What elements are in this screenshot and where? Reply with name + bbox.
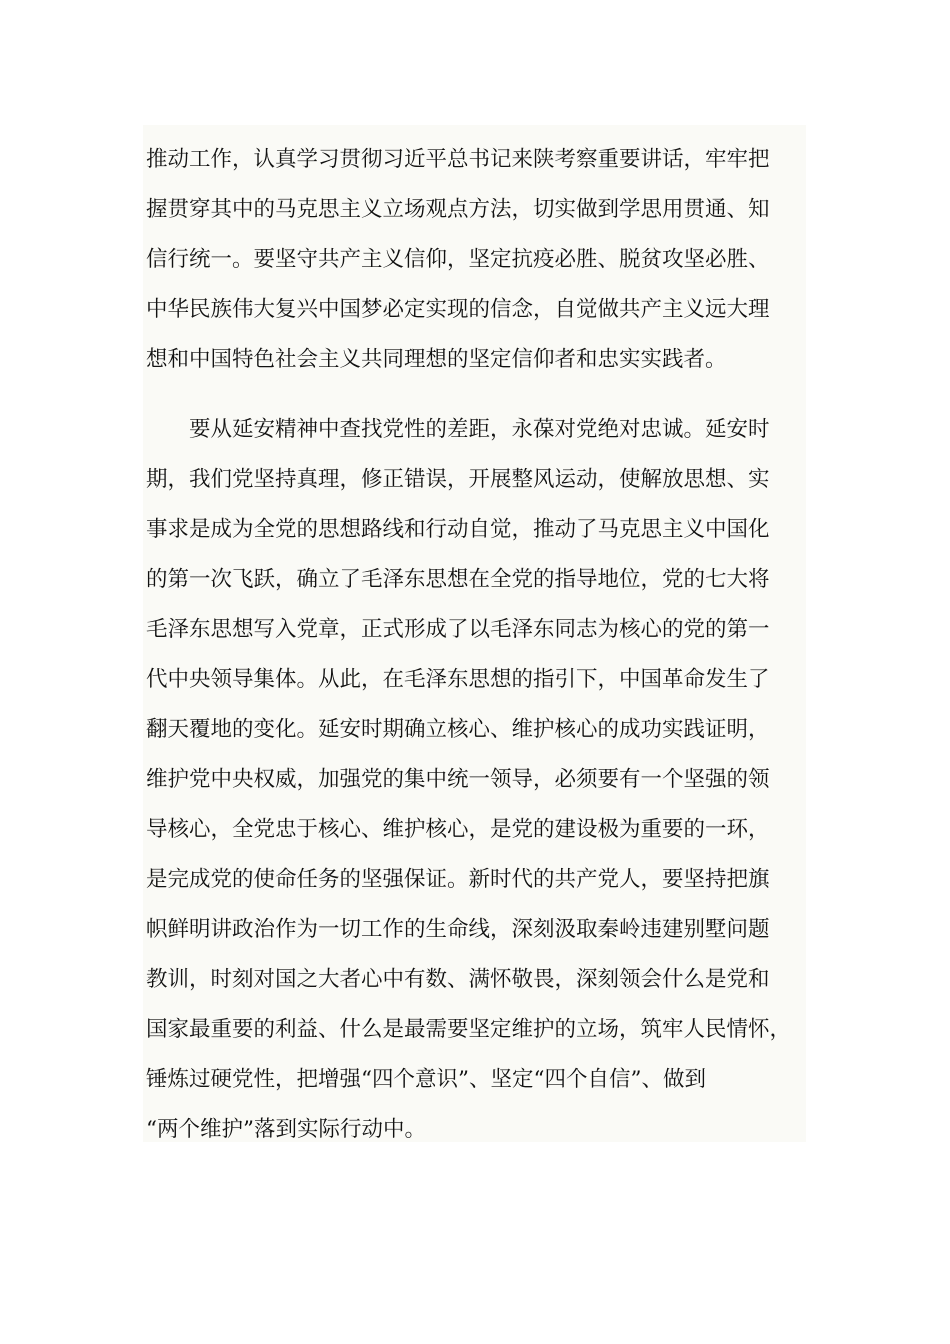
text-line: 推动工作，认真学习贯彻习近平总书记来陕考察重要讲话，牢牢把 (146, 147, 770, 172)
text-line: 要从延安精神中查找党性的差距，永葆对党绝对忠诚。延安时 (146, 417, 770, 442)
text-line: 事求是成为全党的思想路线和行动自觉，推动了马克思主义中国化 (146, 517, 770, 542)
text-line: 代中央领导集体。从此，在毛泽东思想的指引下，中国革命发生了 (146, 667, 770, 692)
text-line: 帜鲜明讲政治作为一切工作的生命线，深刻汲取秦岭违建别墅问题 (146, 917, 770, 942)
text-line: 是完成党的使命任务的坚强保证。新时代的共产党人，要坚持把旗 (146, 867, 770, 892)
paragraph-2 (143, 405, 806, 1155)
text-line: 翻天覆地的变化。延安时期确立核心、维护核心的成功实践证明， (146, 717, 770, 742)
text-line: 维护党中央权威，加强党的集中统一领导，必须要有一个坚强的领 (146, 767, 770, 792)
text-line: 毛泽东思想写入党章，正式形成了以毛泽东同志为核心的党的第一 (146, 617, 770, 642)
paragraph-1 (143, 135, 806, 385)
text-line: 期，我们党坚持真理，修正错误，开展整风运动，使解放思想、实 (146, 467, 770, 492)
text-line: 教训，时刻对国之大者心中有数、满怀敬畏，深刻领会什么是党和 (146, 967, 770, 992)
document-text-block (143, 125, 806, 1142)
text-line: 导核心，全党忠于核心、维护核心，是党的建设极为重要的一环， (146, 817, 770, 842)
text-line: 国家最重要的利益、什么是最需要坚定维护的立场，筑牢人民情怀， (146, 1017, 792, 1042)
text-line: 锤炼过硬党性，把增强“四个意识”、坚定“四个自信”、做到 (146, 1067, 706, 1092)
text-line: “两个维护”落到实际行动中。 (146, 1117, 426, 1142)
text-line: 的第一次飞跃，确立了毛泽东思想在全党的指导地位，党的七大将 (146, 567, 770, 592)
text-line: 中华民族伟大复兴中国梦必定实现的信念，自觉做共产主义远大理 (146, 297, 770, 322)
text-line: 信行统一。要坚守共产主义信仰，坚定抗疫必胜、脱贫攻坚必胜、 (146, 247, 770, 272)
text-line: 想和中国特色社会主义共同理想的坚定信仰者和忠实实践者。 (146, 347, 727, 372)
text-line: 握贯穿其中的马克思主义立场观点方法，切实做到学思用贯通、知 (146, 197, 770, 222)
